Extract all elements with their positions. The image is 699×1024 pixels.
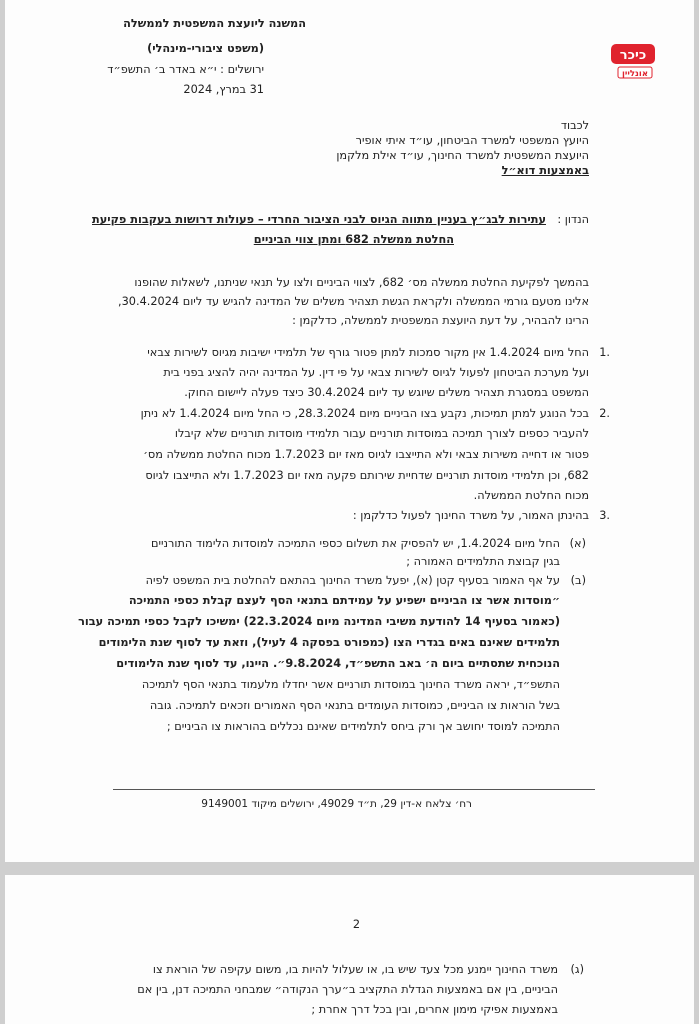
item-2-line: בכל הנוגע למתן תמיכות, נקבע בצו הביניים מיום 28.3.2024, כי החל מיום 1.4.2024 לא ניתן <box>140 407 589 420</box>
item-2-line: להעביר כספים לצורך תמיכה במוסדות תורניים עבור תלמידי מוסדות תורניים שלא קיבלו <box>174 427 589 440</box>
intro-line-1: בהמשך לפקיעת החלטת ממשלה מס׳ 682, לצווי הביניים ולצו על תנאי שניתנו, לשאלות שהופנו <box>134 276 589 289</box>
intro-line-3: הרינו להבהיר, על דעת היועצת המשפטית לממשלה, כדלקמן : <box>292 314 589 327</box>
page-number: 2 <box>352 918 360 931</box>
subitem-label: (א) <box>569 537 586 550</box>
subitem-label: (ג) <box>570 963 584 976</box>
delivery-method: באמצעות דוא״ל <box>501 164 589 177</box>
item-2-line: מכוח החלטת הממשלה. <box>473 489 589 502</box>
document-page-2 <box>5 875 694 1024</box>
subject-label: הנדון : <box>557 213 589 226</box>
subitem-b-line: הנוכחית שתסתיים ביום ה׳ באב התשפ״ד, 9.8.2024״. היינו, עד לסוף שנת הלימודים <box>116 657 560 670</box>
office-title: המשנה ליועצת המשפטית לממשלה <box>123 17 306 30</box>
item-1-line: החל מיום 1.4.2024 אין מקור סמכות למתן פטור גורף של תלמידי ישיבות מגיוס לשירות צבאי <box>147 346 589 359</box>
item-3-line: בהינתן האמור, על משרד החינוך לפעול כדלקמן : <box>352 509 589 522</box>
intro-line-2: אלינו מטעם גורמי הממשלה ולקראת הגשת תצהיר משלים של המדינה להגיש עד ליום 30.4.2024, <box>118 295 589 308</box>
subitem-b-line: (כאמור בסעיף 14 להודעת משיבי המדינה מיום 22.3.2024) ימשיכו לקבל כספי תמיכה עבור <box>78 615 560 628</box>
subitem-b-line: על אף האמור בסעיף קטן (א), יפעל משרד החינוך בהתאם להחלטת בית המשפט לפיה <box>145 574 560 587</box>
subitem-c-line: משרד החינוך יימנע מכל צעד שיש בו, או שעלול להיות בו, משום עקיפה של הוראת צו <box>152 963 558 976</box>
subitem-b-line: בשל הוראות צו הביניים, כמוסדות העומדים בתנאי הסף האמורים וזכאים לתמיכה. גובה <box>149 699 560 712</box>
subitem-label: (ב) <box>570 574 586 587</box>
subitem-b-line: ״מוסדות אשר צו הביניים ישפיע על עמידתם בתנאי הסף לעצם קבלת כספי התמיכה <box>128 594 560 607</box>
to-label: לכבוד <box>560 119 589 132</box>
svg-text:כיכר: כיכר <box>619 48 647 63</box>
subitem-b-line: תלמידים שאינם באים בגדרי הצו (כמפורט בפסקה 4 לעיל), וזאת עד לסוף שנת הלימודים <box>98 636 560 649</box>
recipient-1: היועץ המשפטי למשרד הביטחון, עו״ד איתי אופיר <box>355 134 589 147</box>
item-1-line: ועל מערכת הביטחון לפעול לגיוס לשירות צבאי על פי דין. על המדינה יהיה להציג בפני בית <box>163 366 589 379</box>
office-division: (משפט ציבורי-מינהלי) <box>147 42 264 55</box>
subitem-a-line: החל מיום 1.4.2024, יש להפסיק את תשלום כספי התמיכה למוסדות הלימוד התורניים <box>150 537 560 550</box>
subitem-c-line: הביניים, בין אם באמצעות הגדלת התקציב ב״ערך הנקודה״ שמבחני התמיכה דנן, בין אם <box>137 983 558 996</box>
subject-line-1: עתירות לבג״ץ בעניין מתווה הגיוס לבני הציבור החרדי – פעולות דרושות בעקבות פקיעת <box>92 213 546 226</box>
gregorian-date: 31 במרץ, 2024 <box>183 83 264 96</box>
subitem-b-line: התמיכה למוסד יחושב אך ורק ביחס לתלמידים שאינם נכללים בהוראות צו הביניים ; <box>166 720 560 733</box>
item-1-line: המשפט במסגרת תצהיר משלים שיוגש עד ליום 30.4.2024 כיצד פעלה ליישום החוק. <box>184 386 589 399</box>
item-number: .2 <box>599 407 610 420</box>
subitem-c-line: באמצעות אפיקי מימון אחרים, ובין בכל דרך אחרת ; <box>311 1003 558 1016</box>
item-number: .3 <box>599 509 610 522</box>
subject-line-2: החלטת ממשלה 682 ומתן צווי הביניים <box>253 233 454 246</box>
subitem-b-line: התשפ״ד, יראה משרד החינוך במוסדות תורניים אשר יחדלו מלעמוד בתנאי הסף לתמיכה <box>141 678 560 691</box>
item-number: .1 <box>599 346 610 359</box>
item-2-line: 682, וכן תלמידי מוסדות תורניים שדחיית שירותם פקעה מאז יום 1.7.2023 ולא התייצבו לגיוס <box>145 469 589 482</box>
kikar-logo <box>608 42 660 82</box>
hebrew-date: ירושלים : י״א באדר ב׳ התשפ״ד <box>107 63 264 76</box>
document-page-1 <box>5 0 694 862</box>
svg-text:אונליין: אונליין <box>621 69 649 79</box>
subitem-a-line: בגין קבוצת התלמידים האמורה ; <box>406 555 560 568</box>
recipient-2: היועצת המשפטית למשרד החינוך, עו״ד אילת מלקמן <box>336 149 589 162</box>
item-2-line: פטור או דחייה משירות צבאי ולא התייצבו לגיוס מאז יום 1.7.2023 מכוח החלטת ממשלה מס׳ <box>143 448 589 461</box>
footer-address: רח׳ צלאח א-דין 29, ת״ד 49029, ירושלים מיקוד 9149001 <box>201 798 472 810</box>
footer-divider <box>113 789 595 790</box>
